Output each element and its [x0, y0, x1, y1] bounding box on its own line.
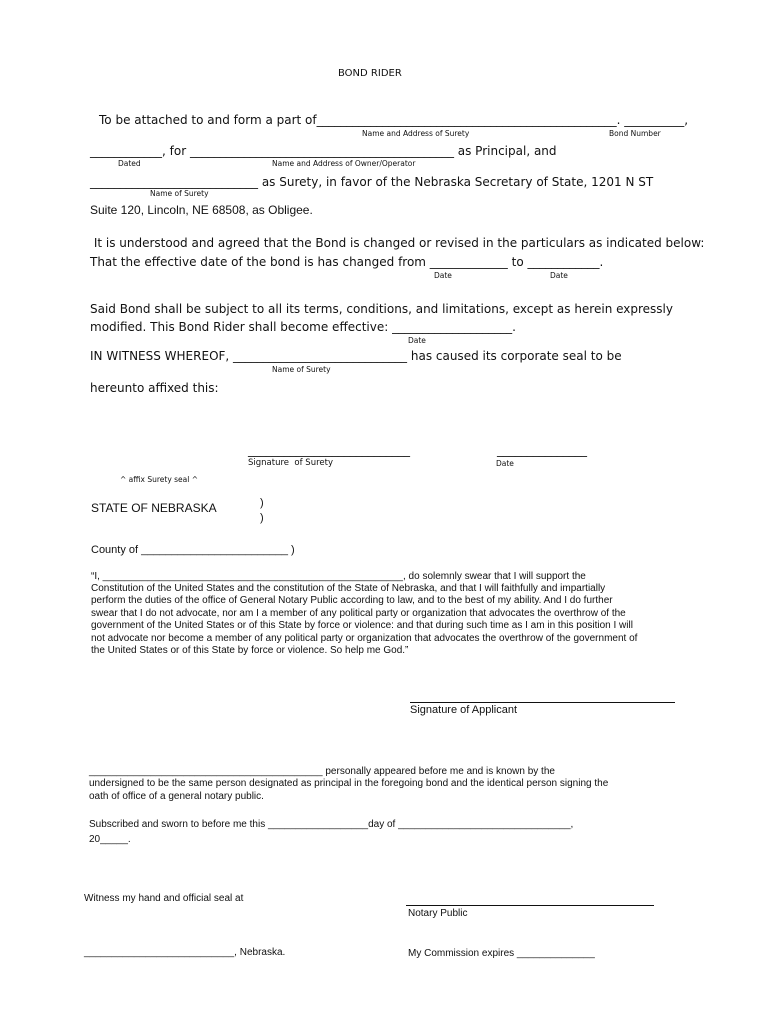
agreement-line-2: That the effective date of the bond is has changed from _____________ to ____________.	[90, 255, 604, 269]
oath-line: the United States or of this State by force or violence. So help me God.”	[91, 645, 409, 656]
caption-signature-surety: Signature of Surety	[248, 458, 333, 468]
hereunto-affixed-line: hereunto affixed this:	[90, 381, 219, 395]
terms-line-1: Said Bond shall be subject to all its terms, conditions, and limitations, except as herein expressly	[90, 302, 673, 316]
oath-line: government of the United States or of this State by force or violence: and that during such time as I am in this position I will	[91, 620, 633, 631]
oath-line: Constitution of the United States and the constitution of the State of Nebraska, and that I will faithfully and impartially	[91, 583, 606, 594]
caption-date-from: Date	[434, 271, 452, 280]
oath-line: perform the duties of the office of General Notary Public according to law, and to the best of my ability. And I do further	[91, 595, 613, 606]
appeared-line: undersigned to be the same person designated as principal in the foregoing bond and the identical person signing the	[89, 778, 609, 789]
paren-2: )	[260, 512, 264, 524]
document-title: BOND RIDER	[338, 68, 402, 79]
commission-expires-line: My Commission expires ______________	[408, 948, 595, 959]
oath-line: swear that I do not advocate, nor am I a member of any political party or organization that advocates the overthrow of the	[91, 608, 626, 619]
notary-signature-line	[406, 905, 654, 906]
county-line: County of ________________________ )	[91, 544, 295, 556]
appeared-line: oath of office of a general notary public.	[89, 791, 264, 802]
witness-hand-line: Witness my hand and official seal at	[84, 893, 244, 904]
applicant-signature-label: Signature of Applicant	[410, 704, 518, 716]
obligee-line: Suite 120, Lincoln, NE 68508, as Obligee.	[90, 203, 313, 217]
caption-date-effective: Date	[408, 336, 426, 345]
agreement-line-1: It is understood and agreed that the Bond is changed or revised in the particulars as indicated below:	[90, 236, 705, 250]
state-of-nebraska: STATE OF NEBRASKA	[91, 501, 217, 515]
caption-bond-number: Bond Number	[609, 129, 661, 138]
caption-dated: Dated	[118, 159, 141, 168]
applicant-signature-line	[410, 702, 675, 703]
surety-date-line: _______________	[497, 443, 587, 457]
principal-line: ____________, for ____________________________________________ as Principal, and	[90, 144, 557, 158]
caption-owner-address: Name and Address of Owner/Operator	[272, 159, 416, 168]
attached-line: To be attached to and form a part of__________________________________________________. __________,	[99, 113, 689, 127]
subscribed-line: Subscribed and sworn to before me this __________________day of _______________________________,	[89, 819, 574, 830]
oath-line: “I, ______________________________________________________, do solemnly swear that I will support the	[91, 571, 586, 582]
affix-seal-note: ^ affix Surety seal ^	[120, 475, 199, 484]
caption-surety-address: Name and Address of Surety	[362, 129, 470, 138]
caption-date-signed: Date	[496, 459, 514, 468]
paren-1: )	[260, 497, 264, 509]
nebraska-location-line: ___________________________, Nebraska.	[84, 947, 286, 958]
oath-line: not advocate nor become a member of any political party or organization that advocates the overthrow of the government of	[91, 633, 638, 644]
caption-surety-name: Name of Surety	[150, 189, 209, 198]
caption-surety-name-2: Name of Surety	[272, 365, 331, 374]
surety-signature-line: ___________________________	[248, 443, 410, 457]
notary-public-label: Notary Public	[408, 908, 468, 919]
surety-line: ____________________________ as Surety, in favor of the Nebraska Secretary of State, 1201 N ST	[90, 175, 654, 189]
appeared-line: __________________________________________ personally appeared before me and is known by the	[89, 766, 555, 777]
witness-whereof-line: IN WITNESS WHEREOF, _____________________________ has caused its corporate seal to be	[90, 349, 622, 363]
year-line: 20_____.	[89, 834, 131, 845]
caption-date-to: Date	[550, 271, 568, 280]
terms-line-2: modified. This Bond Rider shall become effective: ____________________.	[90, 320, 516, 334]
